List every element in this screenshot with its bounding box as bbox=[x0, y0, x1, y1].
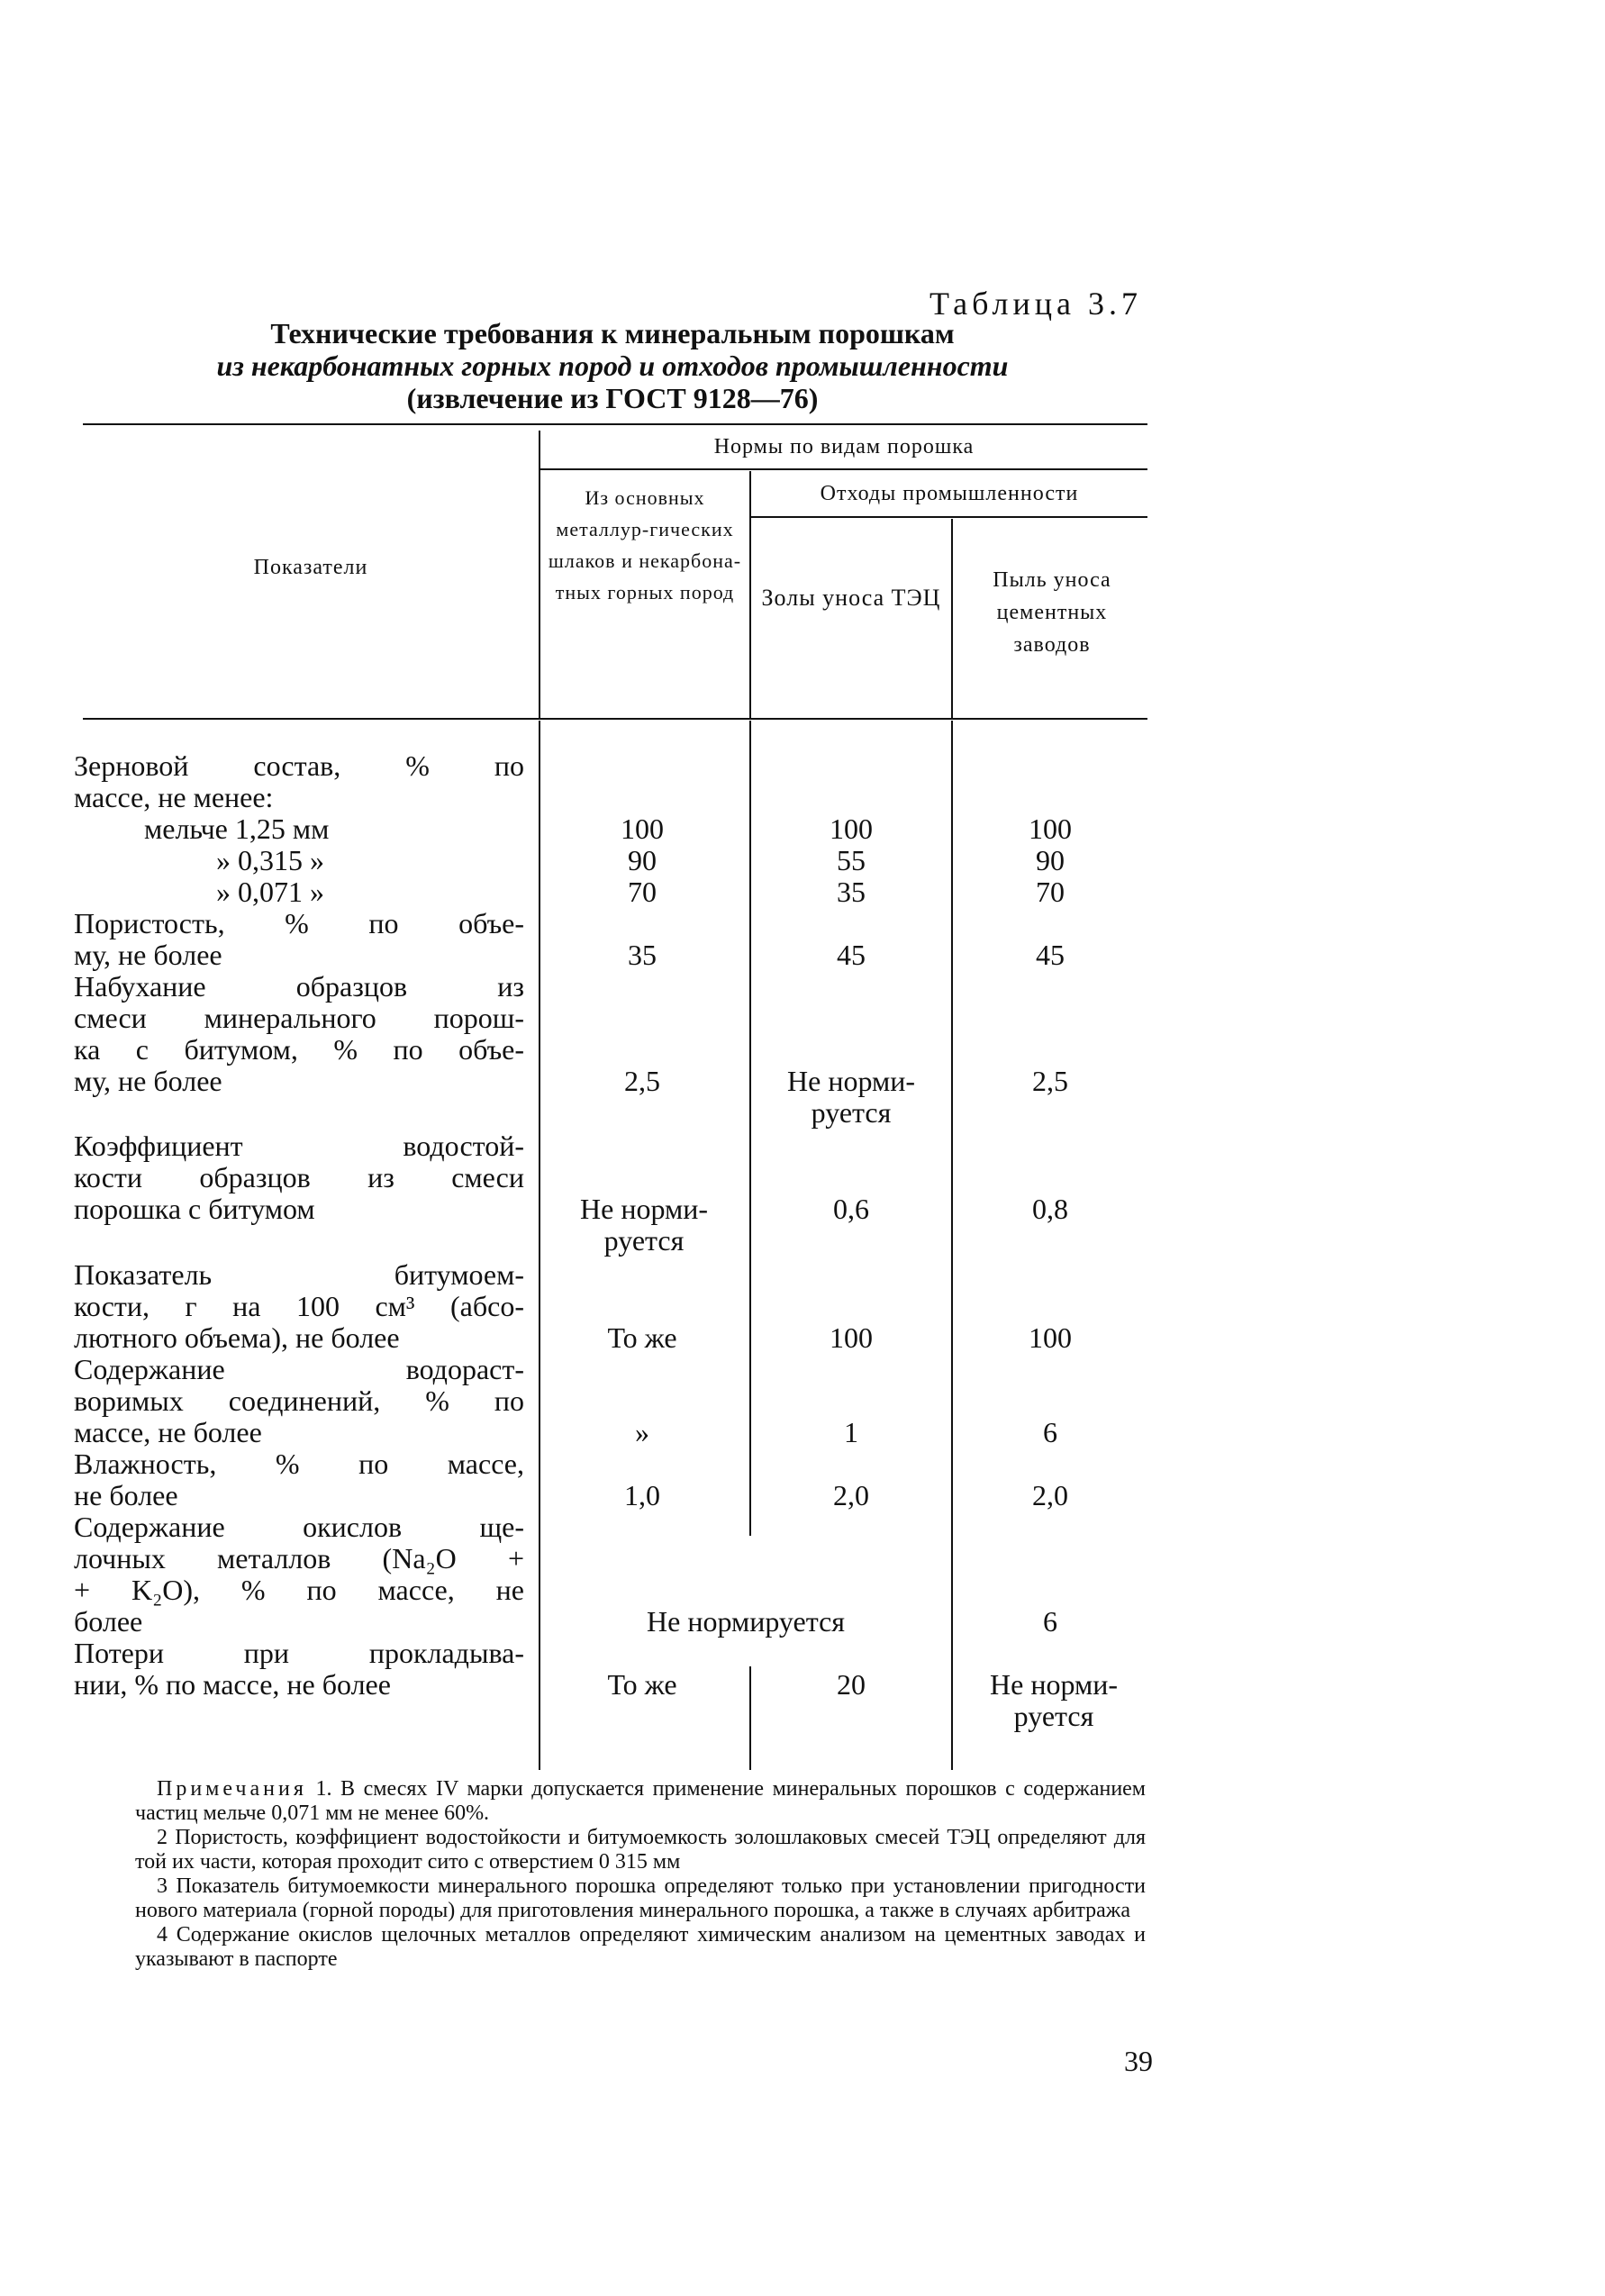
notes-heading: Примечания bbox=[157, 1777, 307, 1801]
norms-rule bbox=[540, 468, 1147, 470]
note-1-text: 1. В смесях IV марки допускается применение минеральных порошков с содержанием частиц мельче 0,071 мм не менее 60%. bbox=[135, 1777, 1146, 1825]
row-bitumen-capacity-line-3: лютного объема), не более bbox=[74, 1321, 400, 1354]
grain-3-c3: 70 bbox=[1036, 876, 1065, 908]
swelling-c1: 2,5 bbox=[624, 1065, 660, 1097]
row-water-soluble-line-2: воримых соединений, % по bbox=[74, 1384, 524, 1417]
row-moisture-label bbox=[74, 1448, 524, 1511]
title-line-2: из некарбонатных горных пород и отходов промышленности bbox=[216, 349, 1009, 382]
row-bitumen-capacity-line-2: кости, г на 100 см³ (абсо- bbox=[74, 1290, 524, 1322]
header-waste: Отходы промышленности bbox=[820, 482, 1079, 505]
row-grain-sub-1-label: мельче 1,25 мм bbox=[144, 812, 330, 845]
water-soluble-c2: 1 bbox=[844, 1416, 858, 1448]
grain-3-c2: 35 bbox=[837, 876, 866, 908]
grain-1-c2: 100 bbox=[830, 812, 873, 845]
porosity-c3: 45 bbox=[1036, 939, 1065, 971]
row-alkali-oxides-label bbox=[74, 1511, 524, 1638]
title-line-3: (извлечение из ГОСТ 9128—76) bbox=[406, 382, 819, 414]
row-porosity-line-2: му, не более bbox=[74, 939, 222, 971]
row-bitumen-capacity-label bbox=[74, 1259, 524, 1354]
row-alkali-oxides-line-2: лочных металлов (Na₂O + bbox=[74, 1542, 524, 1575]
row-water-resistance-line-1: Коэффициент водостой- bbox=[74, 1130, 524, 1162]
row-alkali-oxides-line-4: более bbox=[74, 1605, 143, 1638]
row-grain-line-1: Зерновой состав, % по bbox=[74, 749, 524, 782]
moisture-c3: 2,0 bbox=[1032, 1479, 1068, 1511]
header-col3: Пыль уноса цементных заводов bbox=[993, 568, 1111, 657]
laying-losses-c2: 20 bbox=[837, 1668, 866, 1701]
grain-3-c1: 70 bbox=[628, 876, 657, 908]
row-porosity-line-1: Пористость, % по объе- bbox=[74, 907, 524, 939]
row-laying-losses-label bbox=[74, 1638, 524, 1701]
row-water-soluble-line-1: Содержание водораст- bbox=[74, 1353, 524, 1385]
row-water-soluble-label bbox=[74, 1354, 524, 1448]
swelling-c3: 2,5 bbox=[1032, 1065, 1068, 1097]
porosity-c2: 45 bbox=[837, 939, 866, 971]
row-swelling-line-1: Набухание образцов из bbox=[74, 970, 524, 1003]
laying-losses-c1: То же bbox=[607, 1668, 677, 1701]
note-3: 3 Показатель битумоемкости минерального порошка определяют только при установлении пригодности нового материала (горной породы) для приготовления минерального порошка, а также в случаях арбитража bbox=[135, 1874, 1146, 1922]
bitumen-capacity-c1: То же bbox=[607, 1321, 677, 1354]
water-soluble-c3: 6 bbox=[1043, 1416, 1057, 1448]
header-bottom-rule bbox=[83, 718, 1147, 720]
table-notes bbox=[135, 1777, 1146, 1972]
grain-2-c3: 90 bbox=[1036, 844, 1065, 876]
note-2: 2 Пористость, коэффициент водостойкости и битумоемкость золошлаковых смесей ТЭЦ определяют для той их части, которая проходит сито с отверстием 0 315 мм bbox=[135, 1826, 1146, 1874]
row-swelling-line-4: му, не более bbox=[74, 1065, 222, 1097]
water-soluble-c1: » bbox=[635, 1416, 649, 1448]
table-top-rule bbox=[83, 423, 1147, 425]
row-water-resistance-line-3: порошка с битумом bbox=[74, 1193, 315, 1225]
col3-left-rule-head bbox=[951, 519, 953, 718]
header-col2: Золы уноса ТЭЦ bbox=[761, 585, 941, 611]
grain-2-c2: 55 bbox=[837, 844, 866, 876]
row-laying-losses-line-1: Потери при прокладыва- bbox=[74, 1637, 524, 1669]
water-resistance-c1: Не норми-руется bbox=[580, 1193, 708, 1257]
moisture-c2: 2,0 bbox=[833, 1479, 869, 1511]
alkali-oxides-c12: Не нормируется bbox=[647, 1605, 845, 1638]
row-water-resistance-line-2: кости образцов из смеси bbox=[74, 1161, 524, 1193]
bitumen-capacity-c3: 100 bbox=[1029, 1321, 1072, 1354]
row-swelling-label bbox=[74, 971, 524, 1097]
row-alkali-oxides-line-3: + K₂O), % по массе, не bbox=[74, 1574, 524, 1606]
row-water-soluble-line-3: массе, не более bbox=[74, 1416, 262, 1448]
alkali-oxides-c3: 6 bbox=[1043, 1605, 1057, 1638]
row-grain-line-2: массе, не менее: bbox=[74, 781, 274, 813]
row-grain-sub-2-label: » 0,315 » bbox=[216, 844, 324, 876]
water-resistance-c2: 0,6 bbox=[833, 1193, 869, 1225]
bitumen-capacity-c2: 100 bbox=[830, 1321, 873, 1354]
note-4: 4 Содержание окислов щелочных металлов определяют химическим анализом на цементных заводах и указывают в паспорте bbox=[135, 1923, 1146, 1971]
row-water-resistance-label bbox=[74, 1130, 524, 1225]
col1-left-rule-head bbox=[539, 431, 540, 718]
row-laying-losses-line-2: нии, % по массе, не более bbox=[74, 1668, 391, 1701]
row-swelling-line-2: смеси минерального порош- bbox=[74, 1002, 524, 1034]
grain-1-c1: 100 bbox=[621, 812, 664, 845]
grain-1-c3: 100 bbox=[1029, 812, 1072, 845]
table-title bbox=[81, 317, 1144, 414]
grain-2-c1: 90 bbox=[628, 844, 657, 876]
row-grain-label bbox=[74, 750, 524, 813]
swelling-c2: Не норми-руется bbox=[787, 1065, 915, 1129]
table-number: Таблица 3.7 bbox=[929, 286, 1142, 322]
header-indicators: Показатели bbox=[253, 556, 368, 579]
note-1 bbox=[135, 1777, 1146, 1826]
row-moisture-line-1: Влажность, % по массе, bbox=[74, 1447, 524, 1480]
page-number: 39 bbox=[1124, 2045, 1153, 2077]
moisture-c1: 1,0 bbox=[624, 1479, 660, 1511]
row-grain-sub-3-label: » 0,071 » bbox=[216, 876, 324, 908]
laying-losses-c3: Не норми-руется bbox=[990, 1668, 1118, 1732]
row-porosity-label bbox=[74, 908, 524, 971]
header-norms: Нормы по видам порошка bbox=[713, 435, 975, 458]
row-alkali-oxides-line-1: Содержание окислов ще- bbox=[74, 1511, 524, 1543]
header-col1: Из основных металлур-гических шлаков и некарбона-тных горных пород bbox=[548, 486, 742, 603]
row-bitumen-capacity-line-1: Показатель битумоем- bbox=[74, 1258, 524, 1291]
row-swelling-line-3: ка с битумом, % по объе- bbox=[74, 1033, 524, 1066]
porosity-c1: 35 bbox=[628, 939, 657, 971]
title-line-1: Технические требования к минеральным порошкам bbox=[270, 317, 955, 349]
row-moisture-line-2: не более bbox=[74, 1479, 178, 1511]
water-resistance-c3: 0,8 bbox=[1032, 1193, 1068, 1225]
waste-rule bbox=[749, 516, 1147, 518]
